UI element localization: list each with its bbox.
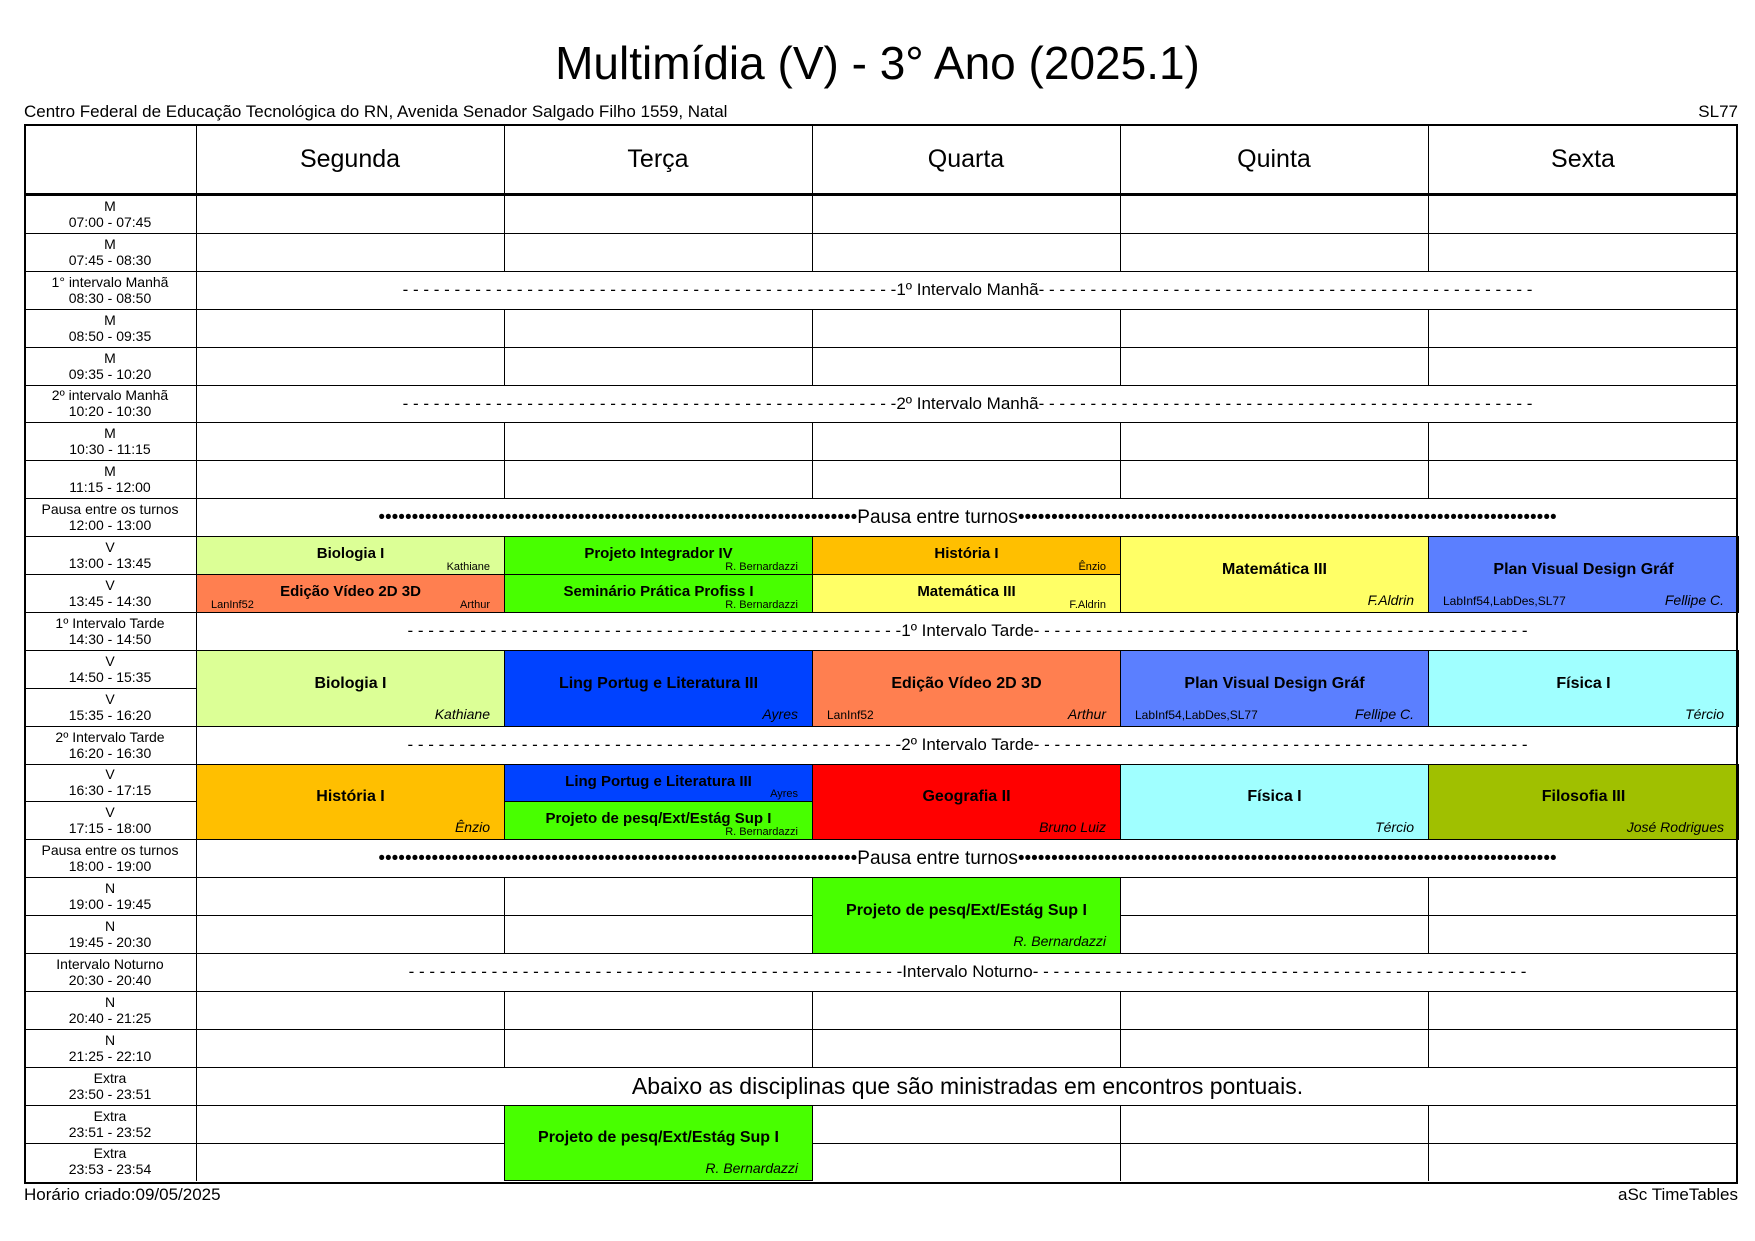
- period-name: N: [104, 880, 116, 897]
- column-divider: [1120, 460, 1121, 499]
- period-time: 19:00 - 19:45: [68, 896, 152, 913]
- column-divider: [1428, 991, 1429, 1030]
- row-divider: [24, 422, 1738, 423]
- row-divider: [24, 1105, 1738, 1106]
- period-name: V: [105, 652, 115, 669]
- column-divider: [1428, 233, 1429, 272]
- lesson-subject: Física I: [1556, 674, 1611, 692]
- column-divider: [1428, 422, 1429, 461]
- period-time: 17:15 - 18:00: [68, 820, 152, 837]
- row-divider: [24, 991, 1738, 992]
- period-label: [24, 764, 196, 802]
- column-divider: [1428, 915, 1429, 954]
- period-name: V: [105, 766, 115, 783]
- lesson-teacher: R. Bernardazzi: [1013, 932, 1106, 949]
- period-label: [24, 1067, 196, 1105]
- column-divider: [196, 1143, 197, 1182]
- lesson-card[interactable]: [1120, 536, 1429, 613]
- column-divider: [1428, 1143, 1429, 1182]
- period-label: [24, 877, 196, 915]
- lesson-subject: Ling Portug e Literatura III: [558, 674, 759, 692]
- lesson-teacher: R. Bernardazzi: [725, 826, 798, 839]
- row-divider: [24, 1029, 1738, 1030]
- column-divider: [1120, 195, 1121, 234]
- column-divider: [812, 309, 813, 348]
- lesson-card[interactable]: [504, 536, 813, 575]
- column-divider: [196, 877, 197, 916]
- break-row: - - - - - - - - - - - - - - - - - - - - - - - - - - - - - - - - - - - - - - - - - - - - - - - - 1º Intervalo Manhã - - - - - - - - - - - - - - - - - - - - - - - - - - - - - - - - - - - - - - - - - - - - - - - -: [197, 272, 1738, 309]
- lesson-subject: Projeto de pesq/Ext/Estág Sup I: [846, 902, 1087, 920]
- period-name: 1° intervalo Manhã: [51, 273, 169, 290]
- period-time: 19:45 - 20:30: [68, 934, 152, 951]
- lesson-subject: Filosofia III: [1541, 788, 1626, 806]
- period-time: 12:00 - 13:00: [68, 517, 152, 534]
- lesson-subject: Seminário Prática Profiss I: [563, 583, 754, 600]
- period-name: Pausa entre os turnos: [41, 501, 179, 518]
- period-name: Intervalo Noturno: [56, 955, 164, 972]
- lesson-teacher: Kathiane: [446, 560, 490, 573]
- period-time: 07:45 - 08:30: [68, 251, 152, 268]
- column-divider: [504, 347, 505, 386]
- period-time: 09:35 - 10:20: [68, 365, 152, 382]
- period-label: [24, 1105, 196, 1143]
- break-label: 2º Intervalo Manhã: [896, 393, 1039, 413]
- break-label: Pausa entre turnos: [857, 506, 1018, 528]
- column-divider: [812, 1029, 813, 1068]
- lesson-teacher: F.Aldrin: [1069, 598, 1106, 611]
- period-name: Extra: [93, 1145, 127, 1162]
- period-time: 10:30 - 11:15: [69, 441, 151, 458]
- column-divider: [1120, 233, 1121, 272]
- lesson-subject: Projeto Integrador IV: [584, 545, 733, 563]
- period-time: 07:00 - 07:45: [68, 213, 152, 230]
- software-credit: aSc TimeTables: [1618, 1185, 1738, 1204]
- lesson-card[interactable]: [196, 764, 505, 841]
- lesson-card[interactable]: [196, 650, 505, 727]
- period-name: V: [105, 804, 115, 821]
- period-name: M: [104, 235, 116, 252]
- page-title: Multimídia (V) - 3° Ano (2025.1): [555, 37, 1200, 89]
- lesson-teacher: Tércio: [1685, 705, 1724, 722]
- column-divider: [1120, 1105, 1121, 1144]
- column-divider: [196, 915, 197, 954]
- column-divider: [1428, 460, 1429, 499]
- lesson-card[interactable]: [196, 536, 505, 575]
- period-time: 08:50 - 09:35: [68, 327, 152, 344]
- period-label: [24, 688, 196, 726]
- break-row: - - - - - - - - - - - - - - - - - - - - - - - - - - - - - - - - - - - - - - - - - - - - - - - - 2º Intervalo Manhã - - - - - - - - - - - - - - - - - - - - - - - - - - - - - - - - - - - - - - - - - - - - - - - -: [197, 386, 1738, 423]
- column-divider: [196, 309, 197, 348]
- period-time: 23:50 - 23:51: [68, 1085, 152, 1102]
- lesson-teacher: Fellipe C.: [1354, 705, 1414, 722]
- period-label: [24, 233, 196, 271]
- lesson-subject: História I: [934, 545, 999, 563]
- column-divider: [1120, 347, 1121, 386]
- lesson-subject: Plan Visual Design Gráf: [1493, 560, 1674, 578]
- timetable-grid: [24, 124, 1738, 1184]
- column-divider: [504, 1029, 505, 1068]
- lesson-teacher: Ênzio: [454, 819, 490, 836]
- lesson-teacher: R. Bernardazzi: [705, 1160, 798, 1177]
- period-name: N: [104, 918, 116, 935]
- column-divider: [812, 460, 813, 499]
- column-divider: [504, 195, 505, 234]
- lesson-room: LabInf54,LabDes,SL77: [1443, 593, 1566, 608]
- period-label: [24, 953, 196, 991]
- school-address: Centro Federal de Educação Tecnológica do RN, Avenida Senador Salgado Filho 1559, Natal: [24, 102, 728, 121]
- break-label: 1º Intervalo Tarde: [901, 621, 1034, 641]
- lesson-teacher: Fellipe C.: [1664, 591, 1724, 608]
- period-name: N: [104, 993, 116, 1010]
- lesson-teacher: Ênzio: [1078, 560, 1106, 573]
- period-label: [24, 1143, 196, 1181]
- period-name: M: [104, 311, 116, 328]
- break-label: Abaixo as disciplinas que são ministradas em encontros pontuais.: [631, 1072, 1304, 1099]
- period-label: [24, 498, 196, 536]
- lesson-subject: Edição Vídeo 2D 3D: [280, 583, 421, 600]
- lesson-card[interactable]: [812, 650, 1121, 727]
- lesson-room: LanInf52: [211, 598, 254, 611]
- column-divider: [812, 991, 813, 1030]
- period-time: 14:30 - 14:50: [68, 630, 152, 647]
- lesson-card[interactable]: [812, 574, 1121, 613]
- day-header-1: Terça: [627, 145, 689, 173]
- column-divider: [196, 233, 197, 272]
- row-divider: [24, 460, 1738, 461]
- room-code: SL77: [1698, 102, 1738, 121]
- lesson-card[interactable]: [812, 877, 1121, 954]
- column-divider: [812, 347, 813, 386]
- break-row: - - - - - - - - - - - - - - - - - - - - - - - - - - - - - - - - - - - - - - - - - - - - - - - - 2º Intervalo Tarde - - - - - - - - - - - - - - - - - - - - - - - - - - - - - - - - - - - - - - - - - - - - - - - -: [197, 727, 1738, 764]
- period-time: 20:30 - 20:40: [68, 971, 152, 988]
- period-name: 2º intervalo Manhã: [51, 387, 169, 404]
- period-label: [24, 650, 196, 688]
- period-name: 1º Intervalo Tarde: [55, 614, 165, 631]
- period-label: [24, 347, 196, 385]
- lesson-teacher: Tércio: [1375, 819, 1414, 836]
- row-divider: [24, 347, 1738, 348]
- column-divider: [812, 233, 813, 272]
- period-label: [24, 726, 196, 764]
- period-name: Extra: [93, 1107, 127, 1124]
- lesson-card[interactable]: [504, 650, 813, 727]
- break-row: - - - - - - - - - - - - - - - - - - - - - - - - - - - - - - - - - - - - - - - - - - - - - - - - Intervalo Noturno - - - - - - - - - - - - - - - - - - - - - - - - - - - - - - - - - - - - - - - - - - - - - - - -: [197, 954, 1738, 991]
- column-divider: [196, 1029, 197, 1068]
- column-divider: [1120, 422, 1121, 461]
- column-divider: [504, 422, 505, 461]
- column-divider: [812, 422, 813, 461]
- lesson-teacher: Arthur: [460, 598, 490, 611]
- column-divider: [1428, 1029, 1429, 1068]
- column-divider: [1428, 877, 1429, 916]
- lesson-subject: Biologia I: [314, 674, 387, 692]
- day-header-4: Sexta: [1551, 145, 1615, 173]
- period-name: M: [104, 425, 116, 442]
- period-label: [24, 991, 196, 1029]
- lesson-teacher: Ayres: [770, 788, 798, 801]
- column-divider: [196, 991, 197, 1030]
- period-label: [24, 574, 196, 612]
- column-divider: [812, 195, 813, 234]
- lesson-card[interactable]: [812, 764, 1121, 841]
- period-label: [24, 385, 196, 423]
- lesson-card[interactable]: [504, 574, 813, 613]
- period-time: 23:51 - 23:52: [68, 1123, 152, 1140]
- column-divider: [1120, 1029, 1121, 1068]
- lesson-room: LanInf52: [827, 707, 874, 722]
- lesson-teacher: R. Bernardazzi: [725, 598, 798, 611]
- lesson-card[interactable]: [504, 1105, 813, 1182]
- lesson-card[interactable]: [504, 764, 813, 803]
- period-name: M: [104, 197, 116, 214]
- period-label: [24, 801, 196, 839]
- period-time: 13:00 - 13:45: [68, 555, 152, 572]
- column-divider: [1428, 1105, 1429, 1144]
- column-divider: [504, 915, 505, 954]
- lesson-card[interactable]: [504, 801, 813, 840]
- break-label: 1º Intervalo Manhã: [896, 280, 1039, 300]
- break-row: - - - - - - - - - - - - - - - - - - - - - - - - - - - - - - - - - - - - - - - - - - - - - - - - 1º Intervalo Tarde - - - - - - - - - - - - - - - - - - - - - - - - - - - - - - - - - - - - - - - - - - - - - - - -: [197, 613, 1738, 650]
- period-label: [24, 536, 196, 574]
- column-divider: [1428, 309, 1429, 348]
- period-name: V: [105, 690, 115, 707]
- period-time: 11:15 - 12:00: [69, 479, 151, 496]
- period-time: 16:20 - 16:30: [68, 744, 152, 761]
- day-header-3: Quinta: [1237, 145, 1311, 173]
- break-row: •••••••••••••••••••••••••••••••••••••••••••••••••••••••••••••••••••••••• Pausa entre turnos •••••••••••••••••••••••••••••••••••••••••••••••••••••••••••••••••••••••••••••••••: [197, 840, 1738, 877]
- period-name: V: [105, 576, 115, 593]
- period-time: 23:53 - 23:54: [68, 1161, 152, 1178]
- lesson-subject: Plan Visual Design Gráf: [1184, 674, 1365, 692]
- period-time: 14:50 - 15:35: [68, 668, 152, 685]
- lesson-card[interactable]: [196, 574, 505, 613]
- period-label: [24, 422, 196, 460]
- lesson-card[interactable]: [1120, 764, 1429, 841]
- break-label: Pausa entre turnos: [857, 847, 1018, 869]
- lesson-teacher: Ayres: [762, 705, 798, 722]
- period-time: 21:25 - 22:10: [68, 1047, 152, 1064]
- row-divider: [24, 1143, 1738, 1144]
- column-divider: [1428, 347, 1429, 386]
- lesson-card[interactable]: [1428, 650, 1739, 727]
- period-name: 2º Intervalo Tarde: [55, 728, 165, 745]
- period-label: [24, 309, 196, 347]
- period-time: 08:30 - 08:50: [68, 289, 152, 306]
- period-time: 10:20 - 10:30: [68, 403, 152, 420]
- period-label: [24, 915, 196, 953]
- column-divider: [196, 1105, 197, 1144]
- column-divider: [1120, 991, 1121, 1030]
- period-label: [24, 612, 196, 650]
- period-label: [24, 195, 196, 233]
- lesson-teacher: Arthur: [1067, 705, 1106, 722]
- period-label: [24, 1029, 196, 1067]
- lesson-teacher: Bruno Luiz: [1039, 819, 1106, 836]
- lesson-subject: Projeto de pesq/Ext/Estág Sup I: [538, 1129, 779, 1147]
- period-label: [24, 271, 196, 309]
- period-name: M: [104, 349, 116, 366]
- column-divider: [504, 460, 505, 499]
- break-label: 2º Intervalo Tarde: [901, 735, 1034, 755]
- day-header-2: Quarta: [927, 145, 1005, 173]
- day-header-0: Segunda: [299, 145, 401, 173]
- column-divider: [196, 460, 197, 499]
- lesson-subject: Física I: [1247, 788, 1302, 806]
- period-time: 20:40 - 21:25: [68, 1009, 152, 1026]
- period-label: [24, 839, 196, 877]
- lesson-subject: Biologia I: [316, 545, 385, 563]
- lesson-subject: História I: [316, 788, 385, 806]
- row-divider: [24, 233, 1738, 234]
- lesson-card[interactable]: [812, 536, 1121, 575]
- lesson-teacher: Kathiane: [434, 705, 490, 722]
- lesson-subject: Edição Vídeo 2D 3D: [891, 674, 1042, 692]
- lesson-subject: Geografia II: [922, 788, 1011, 806]
- column-divider: [504, 309, 505, 348]
- period-name: N: [104, 1031, 116, 1048]
- period-name: Pausa entre os turnos: [41, 842, 179, 859]
- period-name: V: [105, 539, 115, 556]
- lesson-card[interactable]: [1428, 764, 1739, 841]
- break-row: [197, 1068, 1738, 1105]
- period-name: Extra: [93, 1069, 127, 1086]
- period-name: M: [104, 463, 116, 480]
- lesson-teacher: R. Bernardazzi: [725, 560, 798, 573]
- lesson-card[interactable]: [1428, 536, 1739, 613]
- period-time: 15:35 - 16:20: [68, 706, 152, 723]
- column-divider: [504, 233, 505, 272]
- column-divider: [196, 422, 197, 461]
- break-row: •••••••••••••••••••••••••••••••••••••••••••••••••••••••••••••••••••••••• Pausa entre turnos •••••••••••••••••••••••••••••••••••••••••••••••••••••••••••••••••••••••••••••••••: [197, 499, 1738, 536]
- period-time: 18:00 - 19:00: [68, 858, 152, 875]
- column-divider: [504, 991, 505, 1030]
- row-divider: [24, 309, 1738, 310]
- lesson-subject: Ling Portug e Literatura III: [565, 772, 752, 790]
- created-date: Horário criado:09/05/2025: [24, 1185, 221, 1204]
- period-time: 13:45 - 14:30: [68, 592, 152, 609]
- column-divider: [196, 195, 197, 234]
- column-divider: [196, 347, 197, 386]
- column-divider: [1120, 309, 1121, 348]
- lesson-card[interactable]: [1120, 650, 1429, 727]
- lesson-subject: Matemática III: [1222, 560, 1327, 578]
- lesson-subject: Projeto de pesq/Ext/Estág Sup I: [545, 810, 772, 828]
- period-label: [24, 460, 196, 498]
- column-divider: [504, 877, 505, 916]
- lesson-room: LabInf54,LabDes,SL77: [1135, 707, 1258, 722]
- column-divider: [1428, 195, 1429, 234]
- lesson-teacher: F.Aldrin: [1367, 591, 1414, 608]
- column-divider: [1120, 1143, 1121, 1182]
- break-label: Intervalo Noturno: [902, 962, 1033, 982]
- lesson-subject: Matemática III: [917, 583, 1016, 600]
- period-time: 16:30 - 17:15: [68, 782, 152, 799]
- lesson-teacher: José Rodrigues: [1626, 819, 1724, 836]
